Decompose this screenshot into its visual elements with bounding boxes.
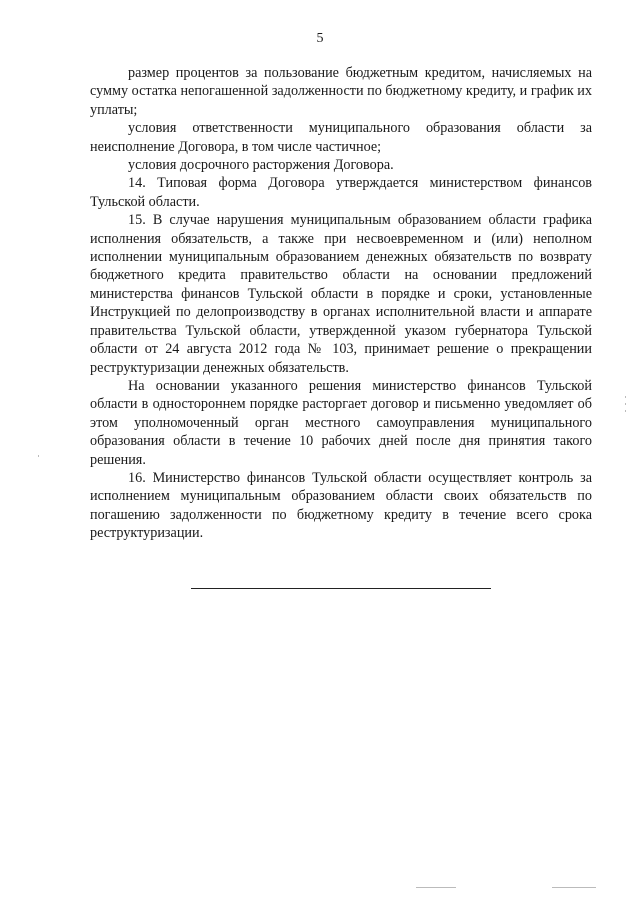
document-body <box>90 64 592 543</box>
paragraph-16: 16. Министерство финансов Тульской области осуществляет контроль за исполнением муниципальным образованием области своих обязательств по погашению задолженности по бюджетному кредиту в течение всего срока реструктуризации. <box>90 469 592 542</box>
paragraph-15: 15. В случае нарушения муниципальным образованием области графика исполнения обязательств, а также при несвоевременном и (или) неполном исполнении муниципальным образованием денежных обязательств по возврату бюджетного кредита правительство области на основании предложений министерства финансов Тульской области в порядке и сроки, установленные Инструкцией по делопроизводству в органах исполнительной власти и аппарате правительства Тульской области, утвержденной указом губернатора Тульской области от 24 августа 2012 года № 103, принимает решение о прекращении реструктуризации денежных обязательств. <box>90 212 592 376</box>
paragraph-liability-conditions: условия ответственности муниципального образования области за неисполнение Договора, в том числе частичное; <box>90 120 592 155</box>
scan-artifact <box>625 396 626 398</box>
end-separator-line <box>191 588 491 589</box>
scan-artifact <box>625 403 626 405</box>
paragraph-interest-rate: размер процентов за пользование бюджетным кредитом, начисляемых на сумму остатка непогашенной задолженности по бюджетному кредиту, и график их уплаты; <box>90 65 592 118</box>
page-number: 5 <box>316 31 324 46</box>
paragraph-14: 14. Типовая форма Договора утверждается министерством финансов Тульской области. <box>90 175 592 210</box>
paragraph-early-termination: условия досрочного расторжения Договора. <box>128 157 394 174</box>
scan-artifact <box>416 887 456 888</box>
scan-artifact <box>625 410 626 412</box>
scan-artifact <box>552 887 596 888</box>
paragraph-termination-notice: На основании указанного решения министерство финансов Тульской области в одностороннем порядке расторгает договор и письменно уведомляет об этом уполномоченный орган местного самоуправления муниципального образования области в течение 10 рабочих дней после дня принятия такого решения. <box>90 377 592 468</box>
scan-artifact <box>38 455 39 457</box>
